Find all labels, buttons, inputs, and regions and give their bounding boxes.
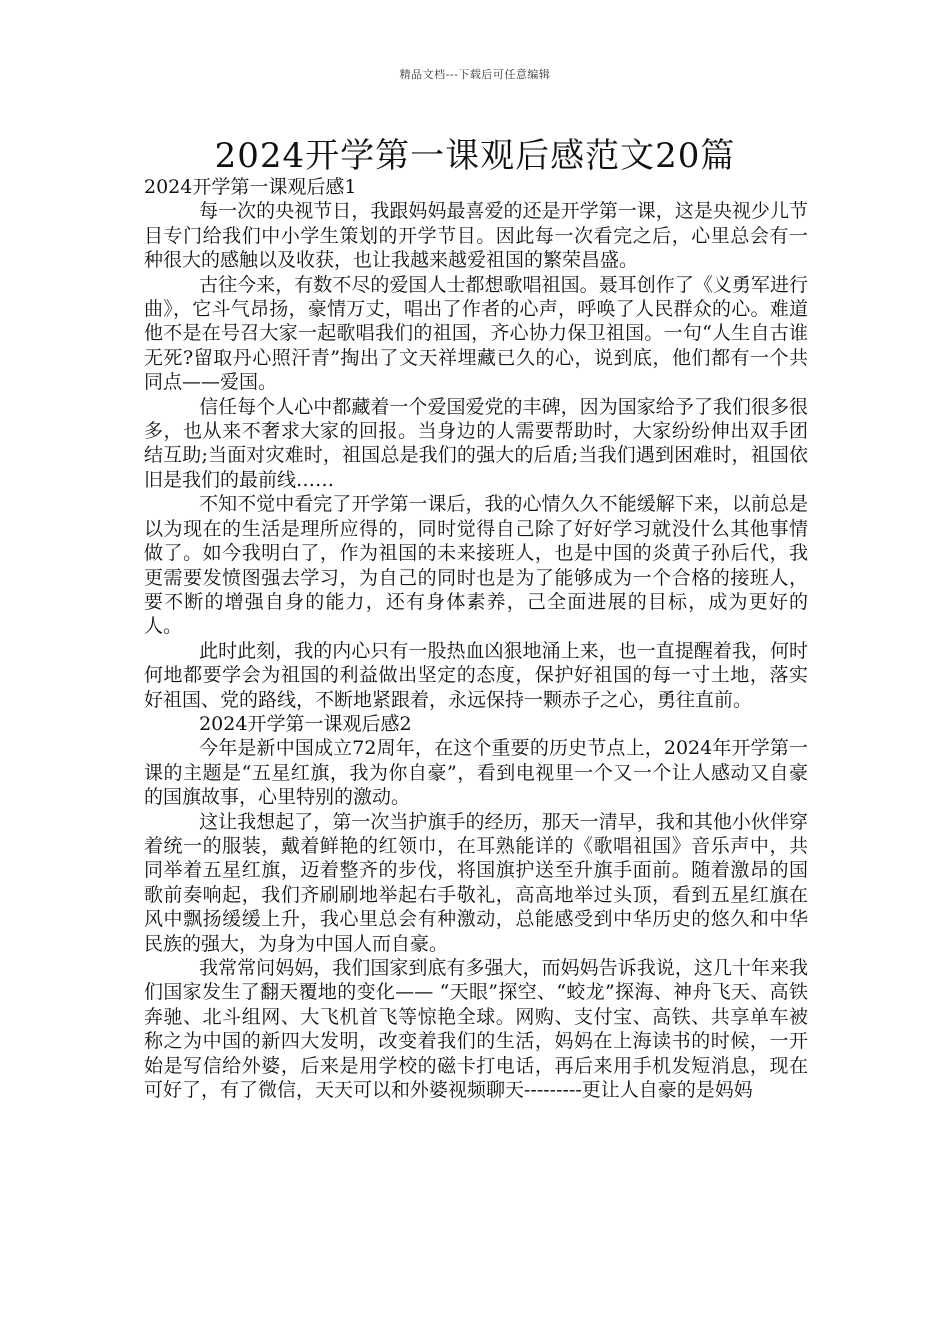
paragraph: 这让我想起了，第一次当护旗手的经历，那天一清早，我和其他小伙伴穿着统一的服装，戴着鲜艳的红领巾，在耳熟能详的《歌唱祖国》音乐声中，共同举着五星红旗，迈着整齐的步伐，将国旗护送至升旗手面前。随着激昂的国歌前奏响起，我们齐刷刷地举起右手敬礼，高高地举过头顶，看到五星红旗在风中飘扬缓缓上升，我心里总会有种激动，总能感受到中华历史的悠久和中华民族的强大，为身为中国人而自豪。 xyxy=(144,810,808,955)
paragraph: 此时此刻，我的内心只有一股热血凶狠地涌上来，也一直提醒着我，何时何地都要学会为祖国的利益做出坚定的态度，保护好祖国的每一寸土地，落实好祖国、党的路线，不断地紧跟着，永远保持一颗赤子之心，勇往直前。 xyxy=(144,639,808,711)
paragraph: 信任每个人心中都藏着一个爱国爱党的丰碑，因为国家给予了我们很多很多，也从来不奢求大家的回报。当身边的人需要帮助时，大家纷纷伸出双手团结互助;当面对灾难时，祖国总是我们的强大的后盾;当我们遇到困难时，祖国依旧是我们的最前线…… xyxy=(144,395,808,491)
header-note: 精品文档---下载后可任意编辑 xyxy=(399,68,551,81)
paragraph: 今年是新中国成立72周年，在这个重要的历史节点上，2024年开学第一课的主题是“五星红旗，我为你自豪”，看到电视里一个又一个让人感动又自豪的国旗故事，心里特别的激动。 xyxy=(144,737,808,809)
paragraph: 不知不觉中看完了开学第一课后，我的心情久久不能缓解下来，以前总是以为现在的生活是理所应得的，同时觉得自己除了好好学习就没什么其他事情做了。如今我明白了，作为祖国的未来接班人，也是中国的炎黄子孙后代，我更需要发愤图强去学习，为自己的同时也是为了能够成为一个合格的接班人，要不断的增强自身的能力，还有身体素养，己全面进展的目标，成为更好的人。 xyxy=(144,493,808,638)
document-title: 2024开学第一课观后感范文20篇 xyxy=(214,136,736,176)
paragraph: 古往今来，有数不尽的爱国人士都想歌唱祖国。聂耳创作了《义勇军进行曲》，它斗气昂扬，豪情万丈，唱出了作者的心声，呼唤了人民群众的心。难道他不是在号召大家一起歌唱我们的祖国，齐心协力保卫祖国。一句“人生自古谁无死?留取丹心照汗青”掏出了文天祥埋藏已久的心，说到底，他们都有一个共同点——爱国。 xyxy=(144,273,808,394)
section-heading: 2024开学第一课观后感1 xyxy=(144,176,357,198)
document-body xyxy=(144,175,808,1102)
section-heading: 2024开学第一课观后感2 xyxy=(199,712,412,735)
paragraph: 我常常问妈妈，我们国家到底有多强大，而妈妈告诉我说，这几十年来我们国家发生了翻天覆地的变化—— “天眼”探空、“蛟龙”探海、神舟飞天、高铁奔驰、北斗组网、大飞机首飞等惊艳全球。网购、支付宝、高铁、共享单车被称之为中国的新四大发明，改变着我们的生活，妈妈在上海读书的时候，一开始是写信给外婆，后来是用学校的磁卡打电话，再后来用手机发短消息，现在可好了，有了微信，天天可以和外婆视频聊天---------更让人自豪的是妈妈 xyxy=(144,957,808,1102)
paragraph: 每一次的央视节日，我跟妈妈最喜爱的还是开学第一课，这是央视少儿节目专门给我们中小学生策划的开学节目。因此每一次看完之后，心里总会有一种很大的感触以及收获，也让我越来越爱祖国的繁荣昌盛。 xyxy=(144,200,808,272)
